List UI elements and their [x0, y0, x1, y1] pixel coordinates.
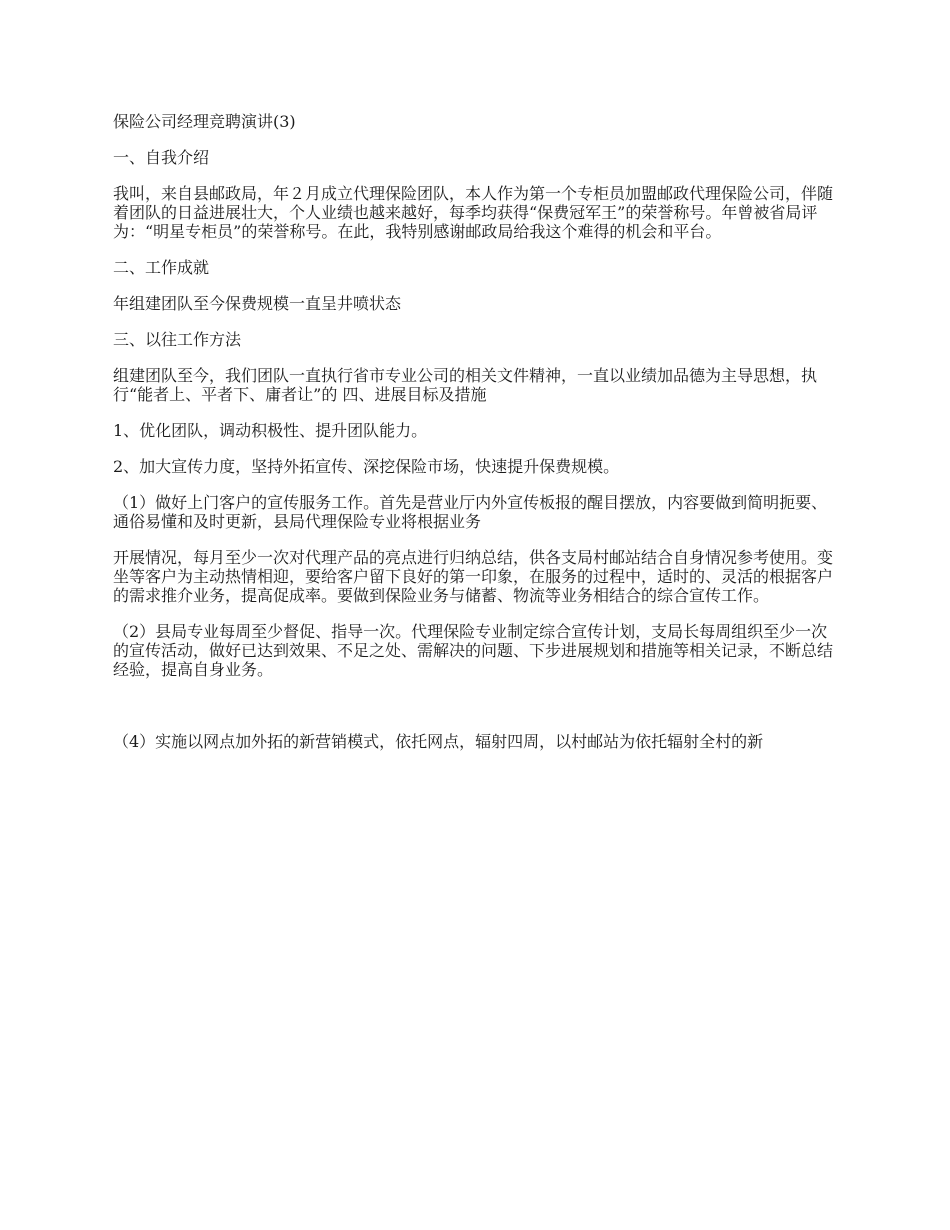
- list-item-publicity: 2、加大宣传力度，坚持外拓宣传、深挖保险市场，快速提升保费规模。: [113, 457, 620, 476]
- paragraph-sub-item-1-cont: 开展情况，每月至少一次对代理产品的亮点进行归纳总结，供各支局村邮站结合自身情况参考使用。变坐等客户为主动热情相迎，要给客户留下良好的第一印象，在服务的过程中，适时的、灵活的根据客户的需求推介业务，提高促成率。要做到保险业务与储蓄、物流等业务相结合的综合宣传工作。: [113, 548, 834, 605]
- paragraph-achievements: 年组建团队至今保费规模一直呈井喷状态: [113, 294, 402, 313]
- section-heading-past-methods: 三、以往工作方法: [113, 330, 242, 349]
- paragraph-sub-item-1: （1）做好上门客户的宣传服务工作。首先是营业厅内外宣传板报的醒目摆放，内容要做到简明扼要、通俗易懂和及时更新，县局代理保险专业将根据业务: [113, 493, 828, 531]
- paragraph-sub-item-2: （2）县局专业每周至少督促、指导一次。代理保险专业制定综合宣传计划，支局长每周组织至少一次的宣传活动，做好已达到效果、不足之处、需解决的问题、下步进展规划和措施等相关记录，不断总结经验，提高自身业务。: [113, 622, 834, 679]
- paragraph-past-methods: 组建团队至今，我们团队一直执行省市专业公司的相关文件精神，一直以业绩加品德为主导思想，执行“能者上、平者下、庸者让”的 四、进展目标及措施: [113, 366, 818, 404]
- section-heading-achievements: 二、工作成就: [113, 258, 210, 277]
- paragraph-self-intro: 我叫，来自县邮政局，年２月成立代理保险团队，本人作为第一个专柜员加盟邮政代理保险公司，伴随着团队的日益进展壮大，个人业绩也越来越好，每季均获得“保费冠军王”的荣誉称号。年曾被省局评为：“明星专柜员”的荣誉称号。在此，我特别感谢邮政局给我这个难得的机会和平台。: [113, 184, 834, 241]
- document-body: [113, 112, 843, 751]
- paragraph-sub-item-4: （4）实施以网点加外拓的新营销模式，依托网点，辐射四周，以村邮站为依托辐射全村的新: [113, 732, 764, 751]
- list-item-optimize-team: 1、优化团队，调动积极性、提升团队能力。: [113, 421, 428, 440]
- document-title: 保险公司经理竞聘演讲(3): [113, 112, 296, 131]
- section-heading-self-intro: 一、自我介绍: [113, 148, 210, 167]
